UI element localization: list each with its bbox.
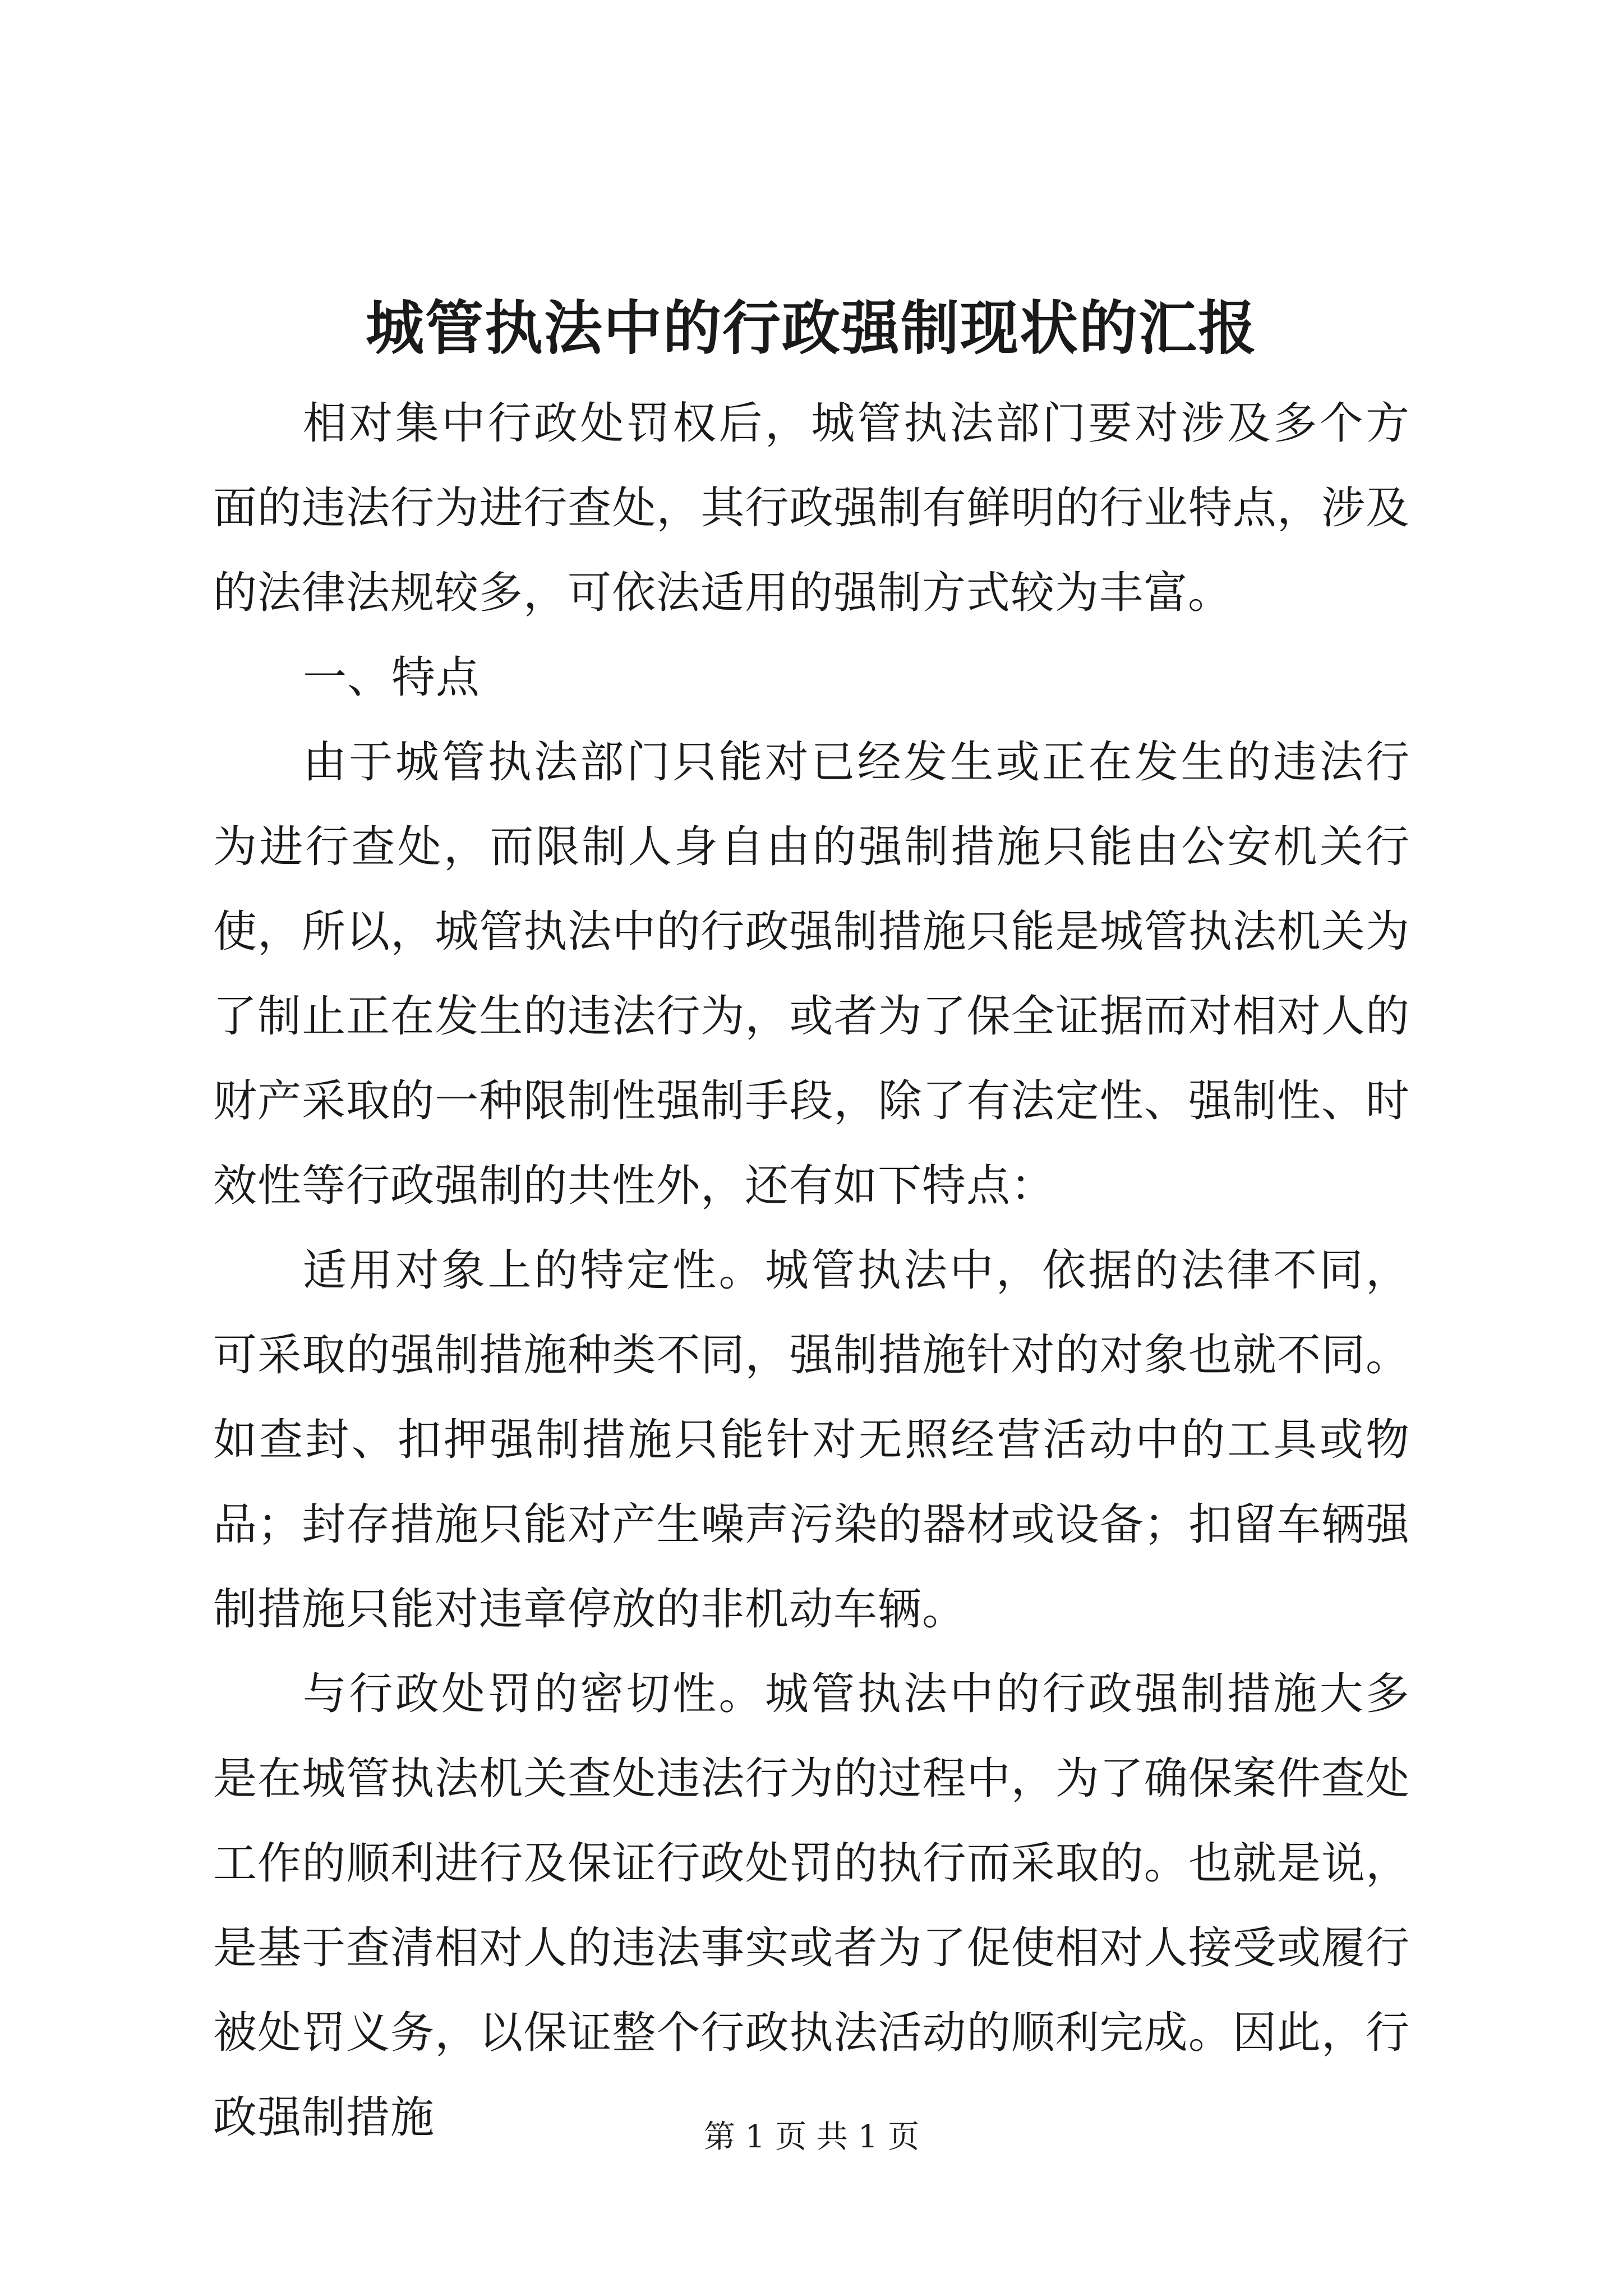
paragraph-features: 由于城管执法部门只能对已经发生或正在发生的违法行为进行查处，而限制人身自由的强制措施只能由公安机关行使，所以，城管执法中的行政强制措施只能是城管执法机关为了制止正在发生的违法行为，或者为了保全证据而对相对人的财产采取的一种限制性强制手段，除了有法定性、强制性、时效性等行政强制的共性外，还有如下特点： — [213, 737, 1410, 1211]
page-number-label: 第 1 页 共 1 页 — [703, 2119, 920, 2155]
page-footer — [0, 2115, 1623, 2160]
section-heading-features: 一、特点 — [303, 652, 481, 703]
document-body — [213, 381, 1410, 2160]
paragraph-intro: 相对集中行政处罚权后，城管执法部门要对涉及多个方面的违法行为进行查处，其行政强制有鲜明的行业特点，涉及的法律法规较多，可依法适用的强制方式较为丰富。 — [213, 398, 1410, 618]
document-title: 城管执法中的行政强制现状的汇报 — [365, 293, 1257, 362]
paragraph-specificity: 适用对象上的特定性。城管执法中，依据的法律不同，可采取的强制措施种类不同，强制措施针对的对象也就不同。如查封、扣押强制措施只能针对无照经营活动中的工具或物品；封存措施只能对产生噪声污染的器材或设备；扣留车辆强制措施只能对违章停放的非机动车辆。 — [213, 1245, 1410, 1635]
paragraph-relation-to-penalty: 与行政处罚的密切性。城管执法中的行政强制措施大多是在城管执法机关查处违法行为的过程中，为了确保案件查处工作的顺利进行及保证行政处罚的执行而采取的。也就是说，是基于查清相对人的违法事实或者为了促使相对人接受或履行被处罚义务，以保证整个行政执法活动的顺利完成。因此，行政强制措施 — [213, 1669, 1410, 2143]
